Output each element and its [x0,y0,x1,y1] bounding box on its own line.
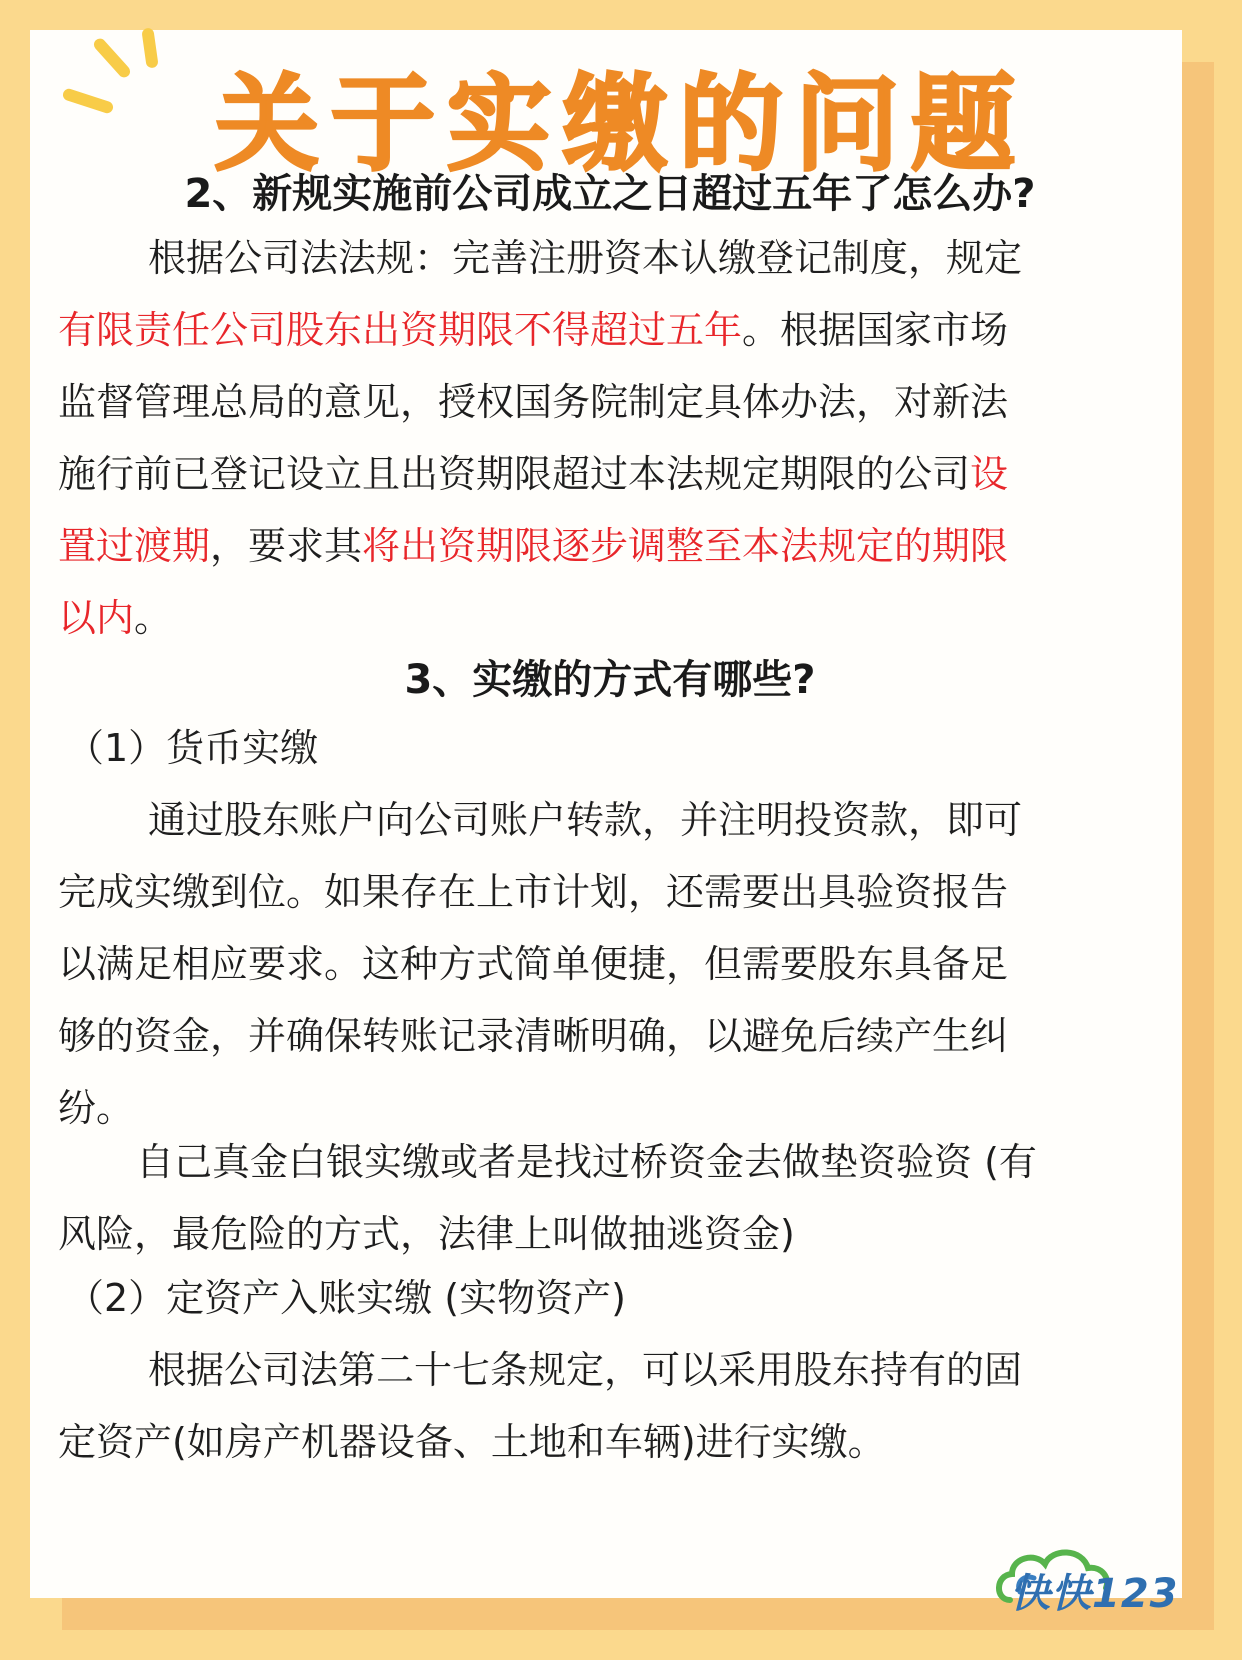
p2-line: 通过股东账户向公司账户转款，并注明投资款，即可 [148,798,1023,842]
text: ，要求其 [210,524,363,568]
s2-line: （2）定资产入账实缴 (实物资产) [66,1276,626,1320]
paragraph-3 [58,1126,1168,1270]
s1-line: （1）货币实缴 [66,726,319,770]
p3-line: 风险，最危险的方式，法律上叫做抽逃资金) [58,1212,795,1256]
paragraph-1 [58,222,1168,654]
highlight-text: 以内 [58,596,135,640]
p2-line: 以满足相应要求。这种方式简单便捷，但需要股东具备足 [58,942,1009,986]
text: 。根据国家市场 [742,308,1009,352]
p2-line: 完成实缴到位。如果存在上市计划，还需要出具验资报告 [58,870,1009,914]
p4-line: 定资产(如房产机器设备、土地和车辆)进行实缴。 [58,1420,886,1464]
p2-line: 纷。 [58,1086,135,1130]
page-title: 关于实缴的问题 [214,63,1027,185]
brand-logo: 快快123 [1010,1571,1179,1617]
text: 施行前已登记设立且出资期限超过本法规定期限的公司 [58,452,971,496]
paragraph-2 [58,784,1168,1144]
p3-line: 自己真金白银实缴或者是找过桥资金去做垫资验资 (有 [136,1140,1037,1184]
p1-line-f [58,582,1168,654]
p1-line-b [58,294,1168,366]
subheading-2 [58,1262,1168,1334]
p1-line-d [58,438,1168,510]
paragraph-4 [58,1334,1168,1478]
text: 。 [134,596,173,640]
subheading-1 [58,712,1168,784]
p2-line: 够的资金，并确保转账记录清晰明确，以避免后续产生纠 [58,1014,1009,1058]
p4-line: 根据公司法第二十七条规定，可以采用股东持有的固 [148,1348,1023,1392]
p1-line-e [58,510,1168,582]
p1-line-c: 监督管理总局的意见，授权国务院制定具体办法，对新法 [58,380,1009,424]
highlight-text: 置过渡期 [58,524,211,568]
p1-line-a: 根据公司法法规：完善注册资本认缴登记制度，规定 [148,236,1023,280]
highlight-text: 将出资期限逐步调整至本法规定的期限 [362,524,1009,568]
question-2-heading: 2、新规实施前公司成立之日超过五年了怎么办? [184,171,1036,217]
question-3-heading: 3、实缴的方式有哪些? [404,657,816,703]
highlight-text: 有限责任公司股东出资期限不得超过五年 [58,308,743,352]
highlight-text: 设 [970,452,1009,496]
